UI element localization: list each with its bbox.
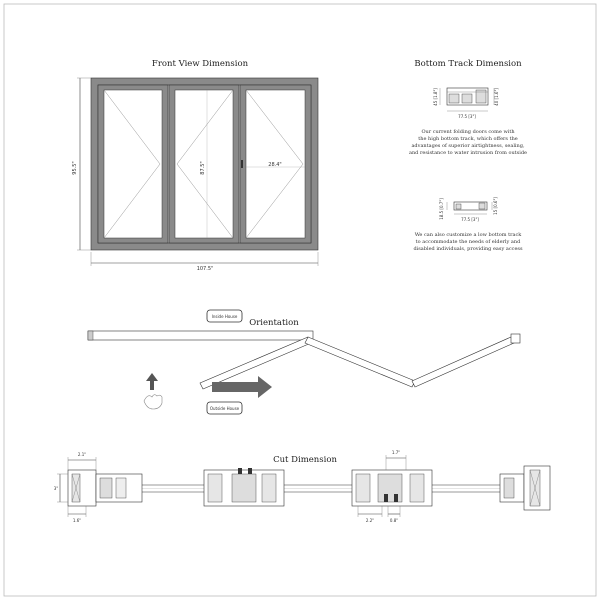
right-jamb-profile: [500, 466, 550, 510]
high-track-desc-line-1: Our current folding doors come with: [421, 129, 515, 135]
cut-dimension-section: [54, 450, 550, 523]
cut-left-top-label: 2.1": [77, 452, 87, 457]
low-track-height-label: 18.5 [0.7"]: [439, 198, 444, 220]
inside-house-label: Inside House: [211, 314, 238, 319]
left-jamb-profile: [68, 470, 142, 506]
low-track-desc-line-2: to accommodate the needs of elderly and: [415, 239, 521, 245]
up-arrow-icon: [146, 373, 158, 390]
cut-mid-bottom-right-label: 0.8": [389, 518, 399, 523]
high-track-desc-line-4: and resistance to water intrusion from outside: [408, 150, 528, 156]
low-track-profile: [447, 202, 492, 214]
high-track-side-label: 40 [1.6"]: [494, 88, 499, 106]
orientation-title: Orientation: [249, 318, 299, 328]
front-height-label: 95.5": [72, 161, 78, 175]
hand-pointer-icon: [144, 395, 162, 409]
panel-width-label: 28.4": [268, 162, 282, 168]
front-view-section: [72, 59, 318, 272]
bottom-track-section: [409, 59, 527, 252]
front-width-label: 107.5": [196, 266, 214, 272]
cut-mid-top-label: 1.7": [391, 450, 401, 455]
high-track-width-label: 77.5 [3"]: [458, 114, 476, 119]
outside-house-label: Outside House: [209, 406, 240, 411]
high-track-desc-line-3: advantages of superior airtightness, sealing,: [411, 143, 525, 149]
door-handle-icon: [241, 160, 243, 168]
low-track-side-label: 15 [0.6"]: [493, 197, 498, 215]
door-panel-1: [98, 85, 168, 243]
orientation-section: [88, 310, 520, 414]
cut-left-side-label: 3": [53, 486, 59, 491]
cut-dimension-title: Cut Dimension: [273, 455, 337, 465]
low-track-desc-line-1: We can also customize a low bottom track: [414, 232, 522, 238]
low-track-desc-line-3: disabled individuals, providing easy access: [413, 246, 523, 252]
panel-joint-1: [204, 468, 284, 506]
bottom-track-title: Bottom Track Dimension: [414, 59, 522, 69]
cut-mid-bottom-left-label: 2.2": [365, 518, 375, 523]
low-track-width-label: 77.5 [3"]: [461, 217, 479, 222]
high-track-profile: [440, 88, 494, 111]
cut-left-bottom-label: 1.6": [72, 518, 82, 523]
front-view-title: Front View Dimension: [151, 59, 249, 69]
high-track-desc-line-2: the high bottom track, which offers the: [418, 136, 518, 142]
panel-joint-2: [352, 470, 432, 506]
panel-height-label: 87.5": [200, 161, 206, 175]
high-track-height-label: 45 [1.8"]: [433, 88, 438, 106]
